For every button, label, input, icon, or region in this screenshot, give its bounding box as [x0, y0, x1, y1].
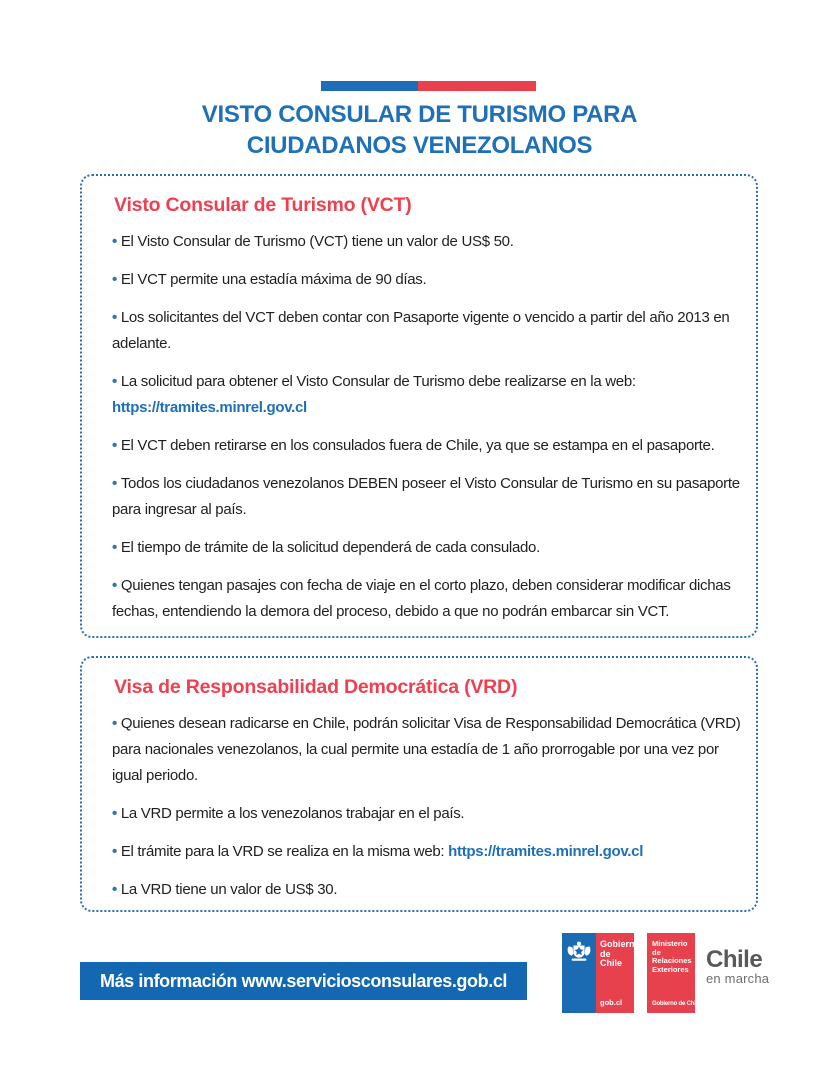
- ministerio-logo-line1: Ministerio de: [652, 939, 688, 957]
- ministerio-logo-footer-label: Gobierno de Chile: [652, 1001, 701, 1007]
- footer-logos: [562, 933, 769, 1013]
- vrd-section-card: [80, 656, 758, 912]
- page-title-line1: VISTO CONSULAR DE TURISMO PARA: [201, 101, 638, 128]
- more-info-banner[interactable]: Más información www.serviciosconsulares.gob.cl: [80, 962, 527, 1000]
- bullet-text: El tiempo de trámite de la solicitud dependerá de cada consulado.: [120, 539, 540, 556]
- gobierno-logo-blue-column: [562, 933, 596, 1013]
- vrd-section-heading: Visa de Responsabilidad Democrática (VRD): [114, 676, 518, 698]
- chile-wordmark-subtitle: en marcha: [706, 970, 770, 986]
- vrd-bullet-1: [112, 711, 748, 789]
- flag-bar-red-segment: [418, 81, 536, 91]
- vct-section-heading: Visto Consular de Turismo (VCT): [114, 194, 412, 216]
- gobierno-logo-line1: Gobierno: [600, 939, 640, 949]
- chile-flag-bar: [321, 81, 536, 91]
- vct-bullet-1: [112, 229, 748, 255]
- gobierno-de-chile-logo: [562, 933, 640, 1013]
- bullet-text: La solicitud para obtener el Visto Consular de Turismo debe realizarse en la web:: [120, 373, 636, 390]
- vct-section-card: [80, 174, 758, 638]
- gobcl-label: gob.cl: [600, 998, 623, 1007]
- chile-en-marcha-wordmark: [706, 945, 770, 986]
- gobierno-logo-red-column: [596, 933, 640, 1013]
- bullet-text: El VCT deben retirarse en los consulados fuera de Chile, ya que se estampa en el pasaporte.: [120, 437, 715, 454]
- vct-bullet-2: [112, 267, 748, 293]
- bullet-text: Quienes desean radicarse en Chile, podrán solicitar Visa de Responsabilidad Democrática (VRD) para nacionales venezolanos, la cual permite una estadía de 1 año prorrogable por una vez por igual periodo.: [112, 715, 741, 784]
- vrd-bullet-3: [112, 839, 748, 865]
- vct-bullet-6: [112, 471, 748, 523]
- bullet-text: Quienes tengan pasajes con fecha de viaje en el corto plazo, deben considerar modificar dichas fechas, entendiendo la demora del proceso, debido a que no podrán embarcar sin VCT.: [112, 577, 731, 620]
- tramites-minrel-link[interactable]: https://tramites.minrel.gov.cl: [112, 399, 307, 416]
- vct-bullet-4: [112, 369, 748, 421]
- chile-wordmark-title: Chile: [706, 945, 763, 973]
- gobierno-logo-text: [596, 933, 640, 969]
- ministerio-logo-text: [647, 933, 695, 974]
- vct-bullet-8: [112, 573, 748, 625]
- vrd-bullet-4: [112, 877, 748, 903]
- vrd-bullet-2: [112, 801, 748, 827]
- bullet-text: Todos los ciudadanos venezolanos DEBEN poseer el Visto Consular de Turismo en su pasaporte para ingresar al país.: [112, 475, 740, 518]
- gobierno-logo-line2: de Chile: [600, 948, 623, 968]
- vct-bullet-7: [112, 535, 748, 561]
- flag-bar-blue-segment: [321, 81, 418, 91]
- vct-bullet-3: [112, 305, 748, 357]
- bullet-text: El Visto Consular de Turismo (VCT) tiene un valor de US$ 50.: [120, 233, 514, 250]
- ministerio-logo-line2: Relaciones: [652, 956, 692, 965]
- bullet-text: La VRD tiene un valor de US$ 30.: [120, 881, 338, 898]
- ministerio-logo-line3: Exteriores: [652, 964, 689, 974]
- bullet-text: El VCT permite una estadía máxima de 90 días.: [120, 271, 427, 288]
- bullet-text: La VRD permite a los venezolanos trabajar en el país.: [120, 805, 465, 822]
- coat-of-arms-icon: [566, 940, 592, 964]
- page-title-line2: CIUDADANOS VENEZOLANOS: [246, 132, 593, 159]
- page-title: [0, 99, 839, 161]
- bullet-text: Los solicitantes del VCT deben contar con Pasaporte vigente o vencido a partir del año 2013 en adelante.: [112, 309, 730, 352]
- vct-bullet-5: [112, 433, 748, 459]
- tramites-minrel-link[interactable]: https://tramites.minrel.gov.cl: [448, 843, 644, 860]
- bullet-text: El trámite para la VRD se realiza en la misma web:: [120, 843, 449, 860]
- ministerio-relaciones-exteriores-logo: [647, 933, 701, 1013]
